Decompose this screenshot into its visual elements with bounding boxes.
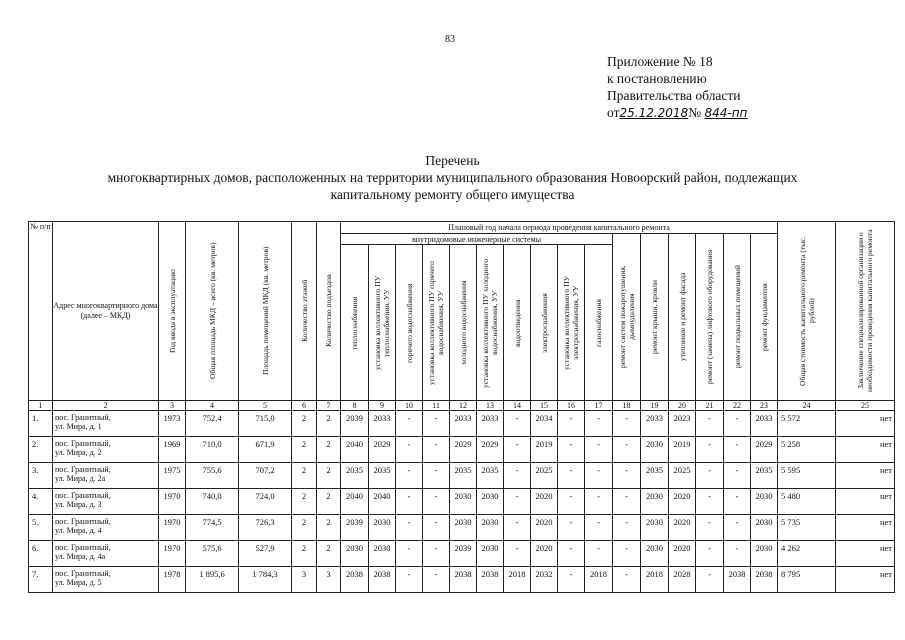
header-cost: Общая стоимость капитального ремонта (тыс. рублей) — [778, 222, 836, 401]
header-internal-systems: внутридомовые инженерные системы — [341, 234, 613, 245]
header-gas: газоснабжения — [585, 245, 613, 401]
cell-roof: 2030 — [641, 489, 669, 515]
cell-hotwater: - — [396, 437, 423, 463]
table-row — [29, 567, 895, 593]
cell-hotwater-meter: - — [423, 411, 450, 437]
cell-coldwater: 2035 — [450, 463, 477, 489]
row-address — [53, 489, 159, 515]
cell-electric-meter: - — [558, 437, 585, 463]
header-coldwater: холодного водоснабжения — [450, 245, 477, 401]
cell-heat-meter: 2033 — [369, 411, 396, 437]
cell-area-rooms: 726,3 — [239, 515, 292, 541]
cell-area-total: 755,6 — [186, 463, 239, 489]
cell-heat-meter: 2035 — [369, 463, 396, 489]
column-number: 18 — [613, 401, 641, 411]
header-num: № п/п — [29, 222, 53, 401]
column-number: 17 — [585, 401, 613, 411]
row-number: 6. — [29, 541, 53, 567]
table-row — [29, 515, 895, 541]
address-line-2: ул. Мира, д. 5 — [55, 578, 102, 587]
cell-floors: 2 — [292, 515, 317, 541]
cell-foundation: 2030 — [751, 541, 778, 567]
cell-sewer: 2018 — [504, 567, 531, 593]
cell-floors: 2 — [292, 463, 317, 489]
header-basement: ремонт подвальных помещений — [724, 234, 751, 401]
cell-lift: - — [696, 515, 724, 541]
cell-cost: 5 735 — [778, 515, 836, 541]
cell-hotwater: - — [396, 567, 423, 593]
column-number-row — [29, 401, 895, 411]
row-address — [53, 515, 159, 541]
cell-coldwater-meter: 2030 — [477, 541, 504, 567]
row-number: 3. — [29, 463, 53, 489]
cell-cost: 8 795 — [778, 567, 836, 593]
cell-floors: 2 — [292, 411, 317, 437]
address-line-2: ул. Мира, д. 1 — [55, 422, 102, 431]
cell-hotwater-meter: - — [423, 567, 450, 593]
table-row — [29, 541, 895, 567]
cell-floors: 2 — [292, 489, 317, 515]
column-number: 15 — [531, 401, 558, 411]
cell-heat: 2030 — [341, 541, 369, 567]
cell-year: 1969 — [159, 437, 186, 463]
document-subtitle-line-1: многоквартирных домов, расположенных на территории муниципального образования Новоорский район, подлежащих — [107, 170, 798, 185]
column-number: 9 — [369, 401, 396, 411]
cell-area-total: 710,0 — [186, 437, 239, 463]
cell-basement: - — [724, 489, 751, 515]
cell-gas: - — [585, 515, 613, 541]
cell-coldwater: 2030 — [450, 515, 477, 541]
cell-fire: - — [613, 515, 641, 541]
header-heat: теплоснабжения — [341, 245, 369, 401]
address-line-1: пос. Гранитный, — [55, 569, 111, 578]
row-address — [53, 463, 159, 489]
cell-cost: 5 480 — [778, 489, 836, 515]
cell-gas: - — [585, 411, 613, 437]
cell-conclusion: нет — [836, 411, 895, 437]
cell-gas: 2018 — [585, 567, 613, 593]
column-number: 2 — [53, 401, 159, 411]
cell-cost: 4 262 — [778, 541, 836, 567]
cell-entrances: 2 — [317, 541, 341, 567]
header-hotwater: горячего водоснабжения — [396, 245, 423, 401]
column-number: 3 — [159, 401, 186, 411]
column-number: 19 — [641, 401, 669, 411]
cell-foundation: 2030 — [751, 489, 778, 515]
cell-heat: 2039 — [341, 515, 369, 541]
cell-heat-meter: 2040 — [369, 489, 396, 515]
cell-coldwater: 2033 — [450, 411, 477, 437]
column-number: 13 — [477, 401, 504, 411]
row-number: 2. — [29, 437, 53, 463]
column-number: 1 — [29, 401, 53, 411]
cell-basement: - — [724, 541, 751, 567]
cell-year: 1975 — [159, 463, 186, 489]
cell-coldwater: 2038 — [450, 567, 477, 593]
header-foundation: ремонт фундаментов — [751, 234, 778, 401]
cell-gas: - — [585, 541, 613, 567]
header-address: Адрес многоквартирного дома (далее – МКД) — [53, 222, 159, 401]
row-number: 4. — [29, 489, 53, 515]
cell-fire: - — [613, 411, 641, 437]
column-number: 24 — [778, 401, 836, 411]
column-number: 5 — [239, 401, 292, 411]
address-line-1: пос. Гранитный, — [55, 491, 111, 500]
address-line-1: пос. Гранитный, — [55, 413, 111, 422]
cell-electric-meter: - — [558, 567, 585, 593]
column-number: 22 — [724, 401, 751, 411]
cell-coldwater: 2029 — [450, 437, 477, 463]
column-number: 6 — [292, 401, 317, 411]
cell-area-rooms: 527,9 — [239, 541, 292, 567]
cell-roof: 2018 — [641, 567, 669, 593]
cell-hotwater: - — [396, 489, 423, 515]
cell-facade: 2023 — [669, 411, 696, 437]
header-year: Год ввода в эксплуатацию — [159, 222, 186, 401]
cell-heat: 2040 — [341, 489, 369, 515]
cell-hotwater-meter: - — [423, 463, 450, 489]
cell-electric: 2020 — [531, 515, 558, 541]
appendix-line-4 — [607, 104, 747, 122]
cell-year: 1978 — [159, 567, 186, 593]
cell-area-total: 752,4 — [186, 411, 239, 437]
cell-electric-meter: - — [558, 489, 585, 515]
cell-electric: 2025 — [531, 463, 558, 489]
header-heat-meter: установка коллективного ПУ теплоснабжения, УУ — [369, 245, 396, 401]
column-number: 4 — [186, 401, 239, 411]
cell-electric-meter: - — [558, 541, 585, 567]
cell-heat-meter: 2030 — [369, 515, 396, 541]
cell-cost: 5 595 — [778, 463, 836, 489]
cell-conclusion: нет — [836, 463, 895, 489]
cell-heat: 2039 — [341, 411, 369, 437]
cell-coldwater-meter: 2038 — [477, 567, 504, 593]
cell-conclusion: нет — [836, 437, 895, 463]
header-electric: электроснабжения — [531, 245, 558, 401]
row-number: 1. — [29, 411, 53, 437]
cell-roof: 2030 — [641, 541, 669, 567]
cell-hotwater-meter: - — [423, 515, 450, 541]
cell-lift: - — [696, 489, 724, 515]
cell-basement: 2038 — [724, 567, 751, 593]
cell-heat: 2040 — [341, 437, 369, 463]
cell-entrances: 2 — [317, 489, 341, 515]
cell-facade: 2019 — [669, 437, 696, 463]
cell-coldwater-meter: 2030 — [477, 489, 504, 515]
table-row — [29, 411, 895, 437]
row-address — [53, 541, 159, 567]
cell-basement: - — [724, 463, 751, 489]
cell-sewer: - — [504, 489, 531, 515]
cell-coldwater-meter: 2033 — [477, 411, 504, 437]
column-number: 8 — [341, 401, 369, 411]
cell-gas: - — [585, 489, 613, 515]
header-coldwater-meter: установка коллективного ПУ холодного водоснабжения, УУ — [477, 245, 504, 401]
cell-lift: - — [696, 463, 724, 489]
cell-area-rooms: 707,2 — [239, 463, 292, 489]
cell-hotwater-meter: - — [423, 489, 450, 515]
table-row — [29, 437, 895, 463]
cell-fire: - — [613, 437, 641, 463]
cell-facade: 2020 — [669, 515, 696, 541]
table-row — [29, 489, 895, 515]
cell-conclusion: нет — [836, 541, 895, 567]
cell-fire: - — [613, 463, 641, 489]
cell-sewer: - — [504, 515, 531, 541]
column-number: 10 — [396, 401, 423, 411]
cell-coldwater-meter: 2030 — [477, 515, 504, 541]
number-mark: № — [688, 105, 702, 120]
cell-electric-meter: - — [558, 411, 585, 437]
cell-basement: - — [724, 515, 751, 541]
appendix-line-2: к постановлению — [607, 71, 707, 86]
cell-area-rooms: 671,9 — [239, 437, 292, 463]
cell-coldwater-meter: 2029 — [477, 437, 504, 463]
cell-lift: - — [696, 411, 724, 437]
cell-year: 1970 — [159, 515, 186, 541]
address-line-1: пос. Гранитный, — [55, 465, 111, 474]
address-line-2: ул. Мира, д. 2 — [55, 448, 102, 457]
cell-heat-meter: 2029 — [369, 437, 396, 463]
header-conclusion: Заключение специализированной организации о необходимости проведения капитального ремонта — [836, 222, 895, 401]
cell-area-total: 1 895,6 — [186, 567, 239, 593]
cell-fire: - — [613, 567, 641, 593]
cell-roof: 2030 — [641, 515, 669, 541]
column-number: 14 — [504, 401, 531, 411]
cell-roof: 2035 — [641, 463, 669, 489]
cell-entrances: 2 — [317, 463, 341, 489]
cell-sewer: - — [504, 411, 531, 437]
cell-electric: 2020 — [531, 541, 558, 567]
row-number: 5. — [29, 515, 53, 541]
header-lift: ремонт (замена) лифтового оборудования — [696, 234, 724, 401]
handwritten-number: 844-пп — [704, 106, 748, 120]
cell-hotwater: - — [396, 541, 423, 567]
cell-electric: 2034 — [531, 411, 558, 437]
column-number: 25 — [836, 401, 895, 411]
row-address — [53, 437, 159, 463]
row-address — [53, 567, 159, 593]
header-sewer: водоотведения — [504, 245, 531, 401]
header-entrances: Количество подъездов — [317, 222, 341, 401]
buildings-table — [28, 221, 895, 593]
column-number: 23 — [751, 401, 778, 411]
header-hotwater-meter: установка коллективного ПУ горячего водоснабжения, УУ — [423, 245, 450, 401]
document-subtitle-line-2: капитальному ремонту общего имущества — [330, 187, 575, 202]
cell-year: 1970 — [159, 541, 186, 567]
address-line-1: пос. Гранитный, — [55, 517, 111, 526]
cell-facade: 2020 — [669, 489, 696, 515]
cell-gas: - — [585, 437, 613, 463]
cell-hotwater-meter: - — [423, 541, 450, 567]
cell-hotwater: - — [396, 411, 423, 437]
header-floors: Количество этажей — [292, 222, 317, 401]
cell-electric-meter: - — [558, 515, 585, 541]
cell-facade: 2025 — [669, 463, 696, 489]
table-row — [29, 463, 895, 489]
cell-conclusion: нет — [836, 489, 895, 515]
column-number: 21 — [696, 401, 724, 411]
cell-facade: 2028 — [669, 567, 696, 593]
column-number: 12 — [450, 401, 477, 411]
cell-foundation: 2035 — [751, 463, 778, 489]
address-line-2: ул. Мира, д. 4а — [55, 552, 106, 561]
cell-heat-meter: 2030 — [369, 541, 396, 567]
header-roof: ремонт крыши, кровли — [641, 234, 669, 401]
cell-floors: 2 — [292, 541, 317, 567]
cell-fire: - — [613, 541, 641, 567]
cell-gas: - — [585, 463, 613, 489]
cell-area-rooms: 724,0 — [239, 489, 292, 515]
date-prefix: от — [607, 105, 620, 120]
header-area-total: Общая площадь МКД – всего (кв. метров) — [186, 222, 239, 401]
cell-coldwater: 2039 — [450, 541, 477, 567]
cell-entrances: 2 — [317, 411, 341, 437]
table-body — [29, 411, 895, 593]
cell-floors: 3 — [292, 567, 317, 593]
cell-fire: - — [613, 489, 641, 515]
cell-entrances: 2 — [317, 515, 341, 541]
cell-area-rooms: 1 784,3 — [239, 567, 292, 593]
cell-sewer: - — [504, 541, 531, 567]
cell-coldwater-meter: 2035 — [477, 463, 504, 489]
cell-area-total: 740,0 — [186, 489, 239, 515]
cell-foundation: 2029 — [751, 437, 778, 463]
cell-entrances: 3 — [317, 567, 341, 593]
header-facade: утепление и ремонт фасада — [669, 234, 696, 401]
cell-foundation: 2033 — [751, 411, 778, 437]
cell-foundation: 2030 — [751, 515, 778, 541]
appendix-line-1: Приложение № 18 — [607, 54, 713, 69]
handwritten-date: 25.12.2018 — [619, 106, 689, 120]
cell-electric: 2019 — [531, 437, 558, 463]
cell-cost: 5 572 — [778, 411, 836, 437]
row-address — [53, 411, 159, 437]
cell-facade: 2020 — [669, 541, 696, 567]
cell-electric: 2032 — [531, 567, 558, 593]
cell-heat: 2038 — [341, 567, 369, 593]
cell-hotwater-meter: - — [423, 437, 450, 463]
cell-year: 1973 — [159, 411, 186, 437]
address-line-2: ул. Мира, д. 3 — [55, 500, 102, 509]
address-line-2: ул. Мира, д. 4 — [55, 526, 102, 535]
cell-roof: 2033 — [641, 411, 669, 437]
address-line-1: пос. Гранитный, — [55, 439, 111, 448]
cell-basement: - — [724, 411, 751, 437]
cell-lift: - — [696, 541, 724, 567]
appendix-block — [607, 53, 747, 122]
header-plan-year: Плановый год начала периода проведения капитального ремонта — [341, 222, 778, 234]
cell-heat-meter: 2038 — [369, 567, 396, 593]
cell-area-rooms: 715,0 — [239, 411, 292, 437]
header-area-rooms: Площадь помещений МКД (кв. метров) — [239, 222, 292, 401]
cell-floors: 2 — [292, 437, 317, 463]
cell-entrances: 2 — [317, 437, 341, 463]
cell-year: 1970 — [159, 489, 186, 515]
column-number: 20 — [669, 401, 696, 411]
header-fire: ремонт систем пожаротушения, дымоудаления — [613, 234, 641, 401]
cell-conclusion: нет — [836, 567, 895, 593]
cell-roof: 2030 — [641, 437, 669, 463]
document-title: Перечень — [425, 153, 480, 168]
address-line-1: пос. Гранитный, — [55, 543, 111, 552]
cell-coldwater: 2030 — [450, 489, 477, 515]
cell-basement: - — [724, 437, 751, 463]
cell-conclusion: нет — [836, 515, 895, 541]
cell-area-total: 575,6 — [186, 541, 239, 567]
cell-hotwater: - — [396, 515, 423, 541]
column-number: 16 — [558, 401, 585, 411]
column-number: 7 — [317, 401, 341, 411]
address-line-2: ул. Мира, д. 2а — [55, 474, 106, 483]
cell-area-total: 774,5 — [186, 515, 239, 541]
header-electric-meter: установка коллективного ПУ электроснабжения, УУ — [558, 245, 585, 401]
appendix-line-3: Правительства области — [607, 88, 741, 103]
cell-electric-meter: - — [558, 463, 585, 489]
page-number: 83 — [445, 34, 455, 45]
cell-hotwater: - — [396, 463, 423, 489]
cell-heat: 2035 — [341, 463, 369, 489]
row-number: 7. — [29, 567, 53, 593]
cell-sewer: - — [504, 437, 531, 463]
cell-sewer: - — [504, 463, 531, 489]
cell-lift: - — [696, 437, 724, 463]
cell-cost: 5 258 — [778, 437, 836, 463]
cell-electric: 2020 — [531, 489, 558, 515]
column-number: 11 — [423, 401, 450, 411]
cell-foundation: 2038 — [751, 567, 778, 593]
cell-lift: - — [696, 567, 724, 593]
